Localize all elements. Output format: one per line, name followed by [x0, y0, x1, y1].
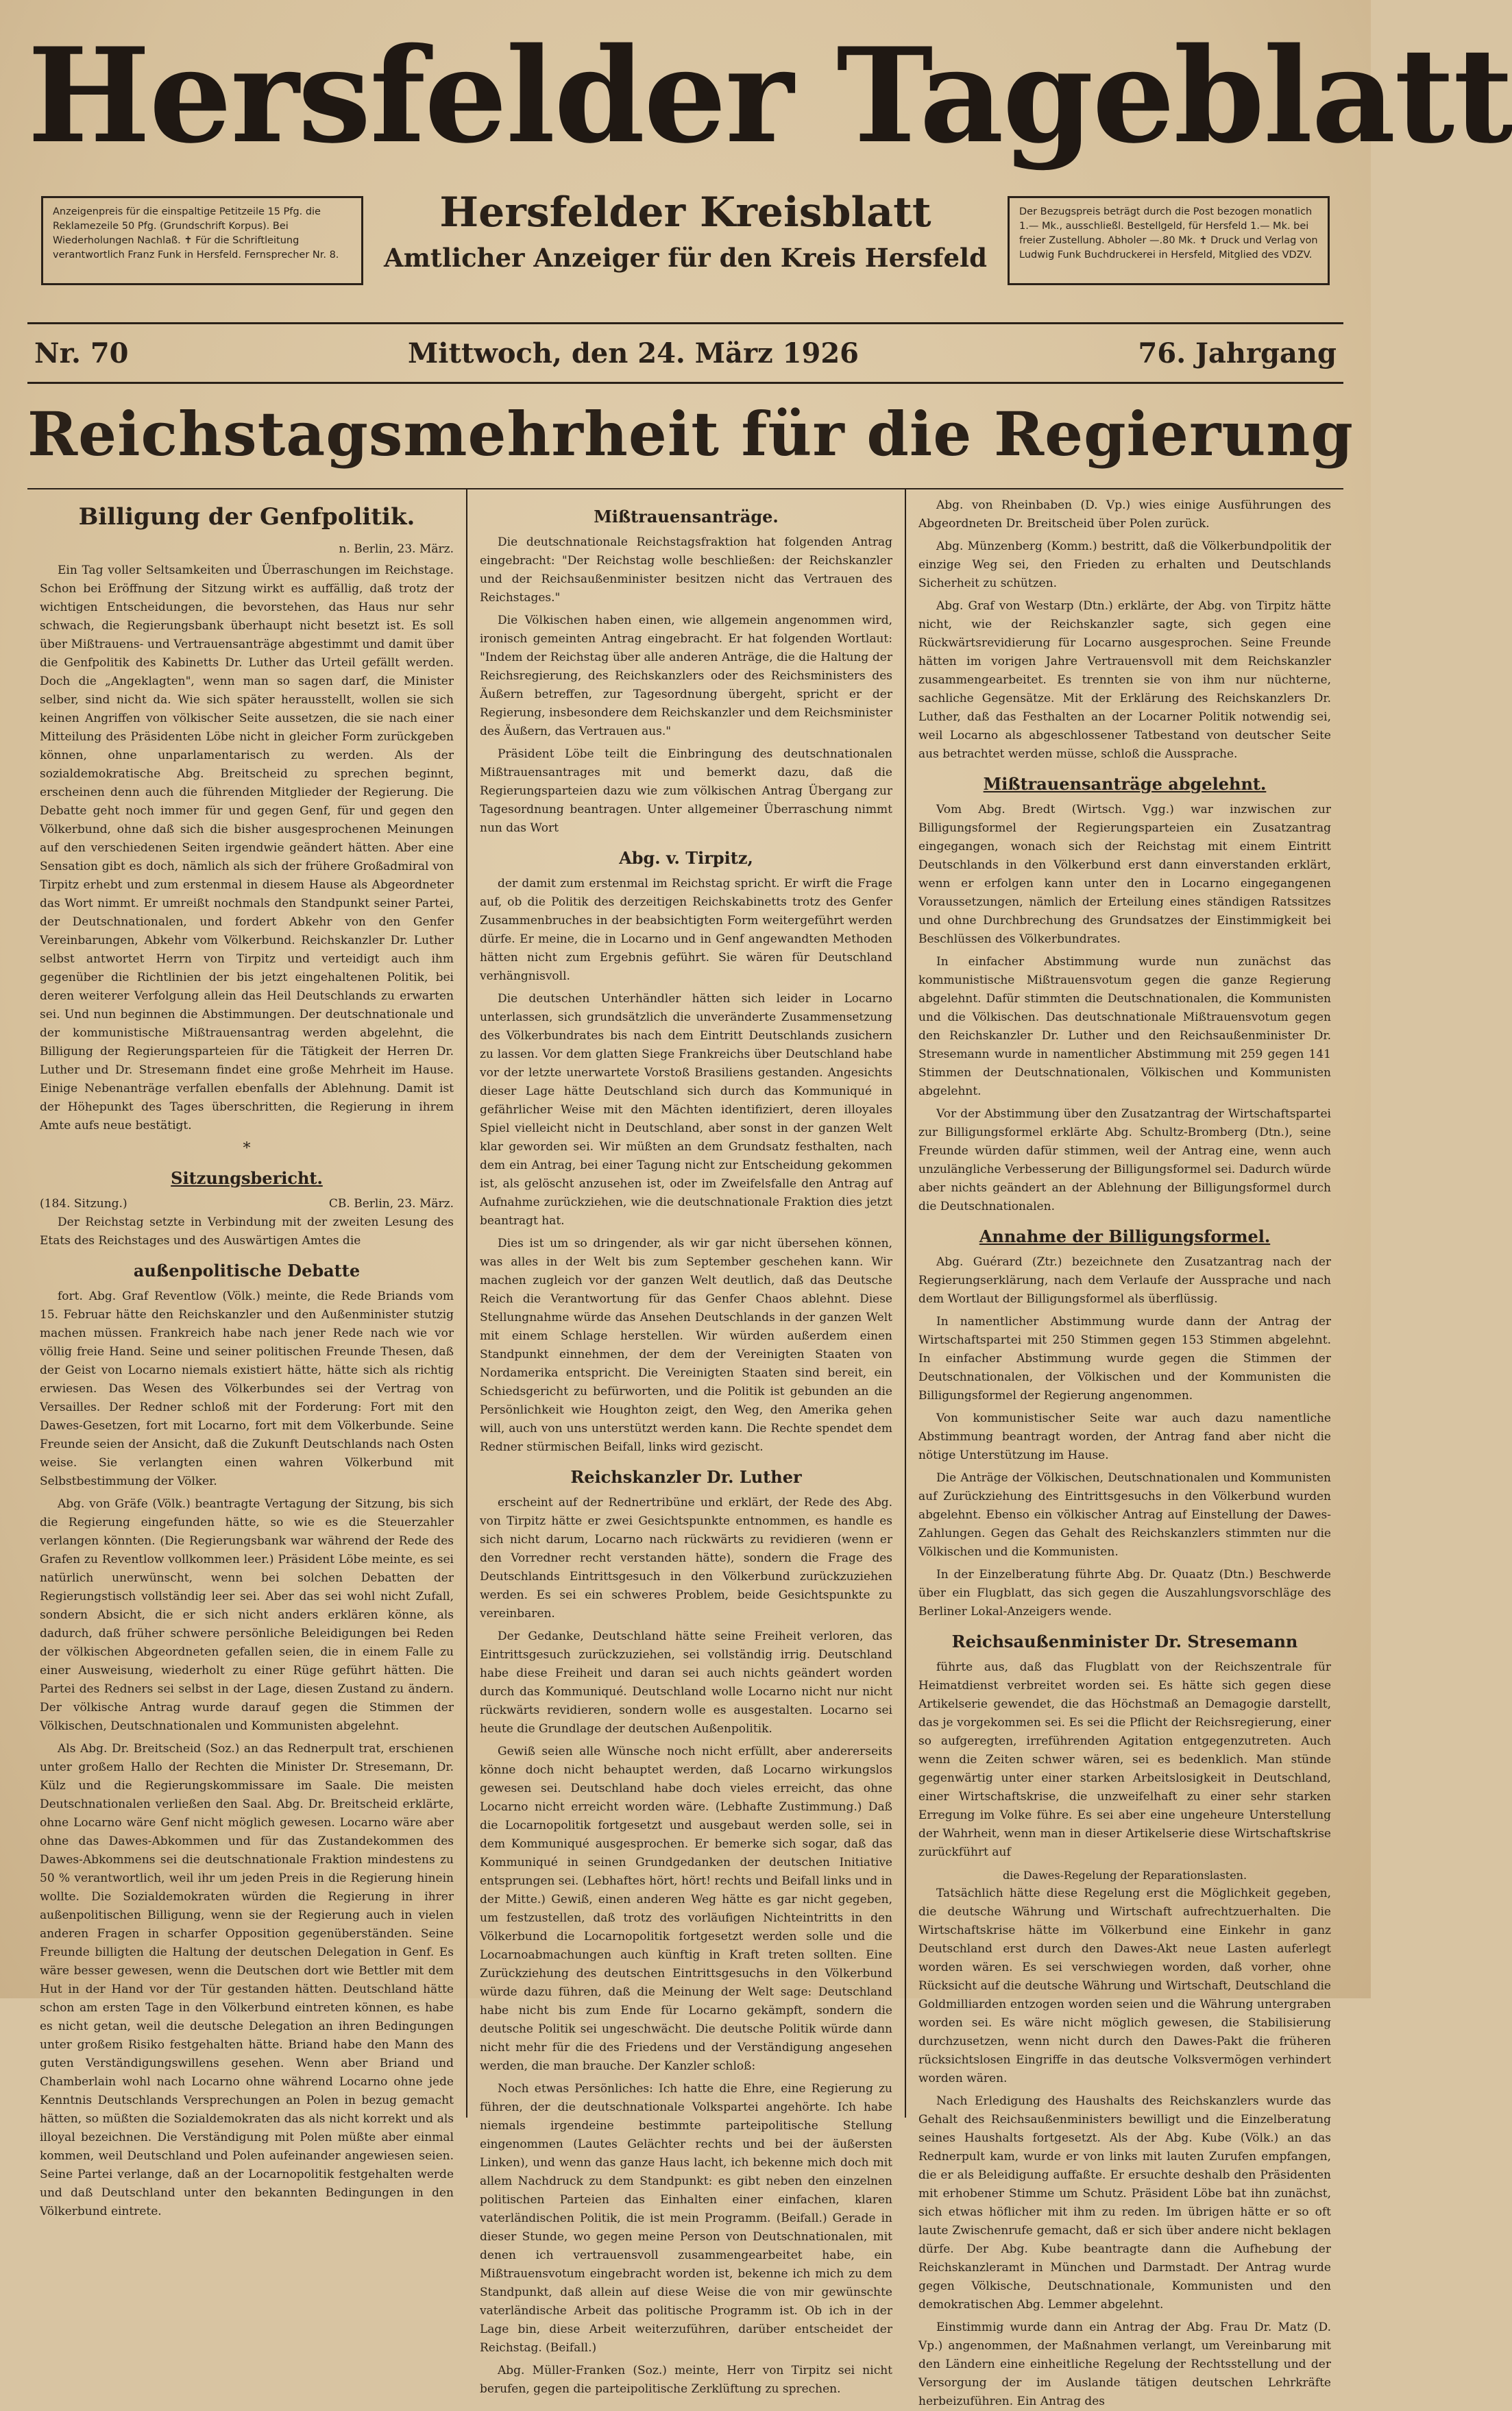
paragraph: Der Reichstag setzte in Verbindung mit der zweiten Lesung des Etats des Reichstages und des Auswärtigen Amtes die — [40, 1215, 454, 1248]
section-heading: Abg. v. Tirpitz, — [619, 848, 753, 868]
paragraph: führte aus, daß das Flugblatt von der Reichszentrale für Heimatdienst verbreitet worden sei. Es hätte sich gegen diese Artikelserie gewendet, die das Höchstmaß an Demagogie darstellt, das je vorgekommen sei. Es sei die Pflicht der Reichsregierung, einer so aufgeregten, irreführenden Agitation entgegenzutreten. Auch wenn die Zeiten schwer wären, sei es bedenklich. Man stünde gegenwärtig unter einer starken Arbeitslosigkeit in Deutschland, einer Wirtschaftskrise, die unzweifelhaft zu einer sehr starken Erregung im Volke führe. Es sei aber eine ungeheure Unterstellung der Wahrheit, wenn man in dieser Artikelserie diese Wirtschaftskrise zurückführt auf — [918, 1660, 1331, 1859]
main-headline: Reichstagsmehrheit für die Regierung — [27, 398, 1354, 470]
paragraph: Die Völkischen haben einen, wie allgemein angenommen wird, ironisch gemeinten Antrag eingebracht. Er hat folgenden Wortlaut: "Indem der Reichstag über alle anderen Anträge, die die Haltung der Reichsregierung, des Reichskanzlers oder des Reichsministers des Äußern betreffen, zur Tagesordnung übergeht, spricht er der Regierung, insbesondere dem Reichskanzler und dem Reichsminister des Äußern, das Vertrauen aus." — [480, 614, 892, 738]
section-heading: Reichskanzler Dr. Luther — [570, 1467, 802, 1487]
issue-number: Nr. 70 — [34, 337, 129, 369]
masthead-row — [27, 185, 1343, 322]
paragraph: fort. Abg. Graf Reventlow (Völk.) meinte, die Rede Briands vom 15. Februar hätte den Reichskanzler und den Außenminister stutzig machen müssen. Frankreich habe nach jener Rede nach wie vor völlig freie Hand. Seine und seiner politischen Freunde Thesen, daß der Geist von Locarno niemals existiert hätte, hätte sich als richtig erwiesen. Das Wesen des Völkerbundes sei der Vertrag von Versailles. Der Redner schloß mit der Forderung: Fort mit den Dawes-Gesetzen, fort mit Locarno, fort mit dem Völkerbunde. Seine Freunde seien der Ansicht, daß die Zukunft Deutschlands nach Osten weise. Sie verlangten einen wahren Völkerbund mit Selbstbestimmung der Völker. — [40, 1289, 454, 1488]
paragraph: Der Gedanke, Deutschland hätte seine Freiheit verloren, das Eintrittsgesuch zurückzuziehen, sei vollständig irrig. Deutschland habe diese Freiheit und daran sei auch nichts geändert worden durch das Kommuniqué. Deutschland wolle Locarno nicht nur nicht rückwärts revidieren, sondern wolle es ausgestalten. Locarno sei heute die Grundlage der deutschen Außenpolitik. — [480, 1629, 892, 1736]
paragraph: Präsident Löbe teilt die Einbringung des deutschnationalen Mißtrauensantrages mit und bemerkt dazu, daß die Regierungsparteien dazu wie zum völkischen Antrag Übergang zur Tagesordnung beantragen. Unter allgemeiner Überraschung nimmt nun das Wort — [480, 747, 892, 835]
column-2 — [466, 489, 905, 2396]
paragraph: Die Anträge der Völkischen, Deutschnationalen und Kommunisten auf Zurückziehung des Eintrittsgesuchs in den Völkerbund wurden abgelehnt. Ebenso ein völkischer Antrag auf Einstellung der Dawes-Zahlungen. Gegen das Gehalt des Reichskanzlers stimmten nur die Völkischen und die Kommunisten. — [918, 1471, 1331, 1559]
inline-heading: die Dawes-Regelung der Reparationslasten. — [1002, 1869, 1247, 1882]
masthead-subtitles — [384, 185, 987, 276]
dateline: CB. Berlin, 23. März. — [328, 1197, 454, 1211]
paragraph: Von kommunistischer Seite war auch dazu namentliche Abstimmung beantragt worden, der Antrag fand aber nicht die nötige Unterstützung im Hause. — [918, 1412, 1331, 1462]
paragraph: Gewiß seien alle Wünsche noch nicht erfüllt, aber andererseits könne doch nicht behauptet werden, daß Locarno wirkungslos gewesen sei. Deutschland habe doch vieles erreicht, das ohne Locarno nicht erreicht worden wäre. (Lebhafte Zustimmung.) Daß die Locarnopolitik fortgesetzt und ausgebaut werden solle, sei in dem Kommuniqué ausgesprochen. Er bemerke sich sogar, daß das Kommuniqué in seinen Grundgedanken der deutschen Initiative entsprungen sei. (Lebhaftes hört, hört! rechts und Beifall links und in der Mitte.) Gewiß, einen anderen Weg hätte es gar nicht gegeben, um festzustellen, daß trotz des vorläufigen Nichteintritts in den Völkerbund die Locarnopolitik fortgesetzt werden solle und die Locarnoabmachungen auch künftig in Kraft treten sollten. Eine Zurückziehung des deutschen Eintrittsgesuchs in den Völkerbund würde dazu führen, daß die Meinung der Welt sage: Deutschland habe nicht bis zum Ende für Locarno gekämpft, sondern die deutsche Politik sei ungeschwächt. Die deutsche Politik würde dann nicht mehr für die des Friedens und der Verständigung angesehen werden, die man brauche. Der Kanzler schloß: — [480, 1745, 892, 2073]
paragraph: Vom Abg. Bredt (Wirtsch. Vgg.) war inzwischen zur Billigungsformel der Regierungsparteien ein Zusatzantrag eingegangen, wonach sich der Reichstag mit einem Eintritt Deutschlands in den Völkerbund erst dann einverstanden erklärt, wenn er erfolgen kann unter den in Locarno eingegangenen Voraussetzungen, nämlich der Erteilung eines ständigen Ratssitzes und ohne Durchbrechung des Grundsatzes der Einstimmigkeit bei Beschlüssen des Völkerbundrates. — [918, 803, 1331, 946]
session-number: (184. Sitzung.) — [40, 1197, 127, 1211]
paragraph: Die deutschnationale Reichstagsfraktion hat folgenden Antrag eingebracht: "Der Reichstag wolle beschließen: der Reichskanzler und der Reichsaußenminister besitzen nicht das Vertrauen des Reichstages." — [480, 535, 892, 605]
paragraph: Dies ist um so dringender, als wir gar nicht übersehen können, was alles in der Welt bis zum September geschehen kann. Wir machen zugleich vor der ganzen Welt deutlich, daß das Deutsche Reich die Verantwortung für das Genfer Chaos ablehnt. Diese Stellungnahme würde das Ansehen Deutschlands in der ganzen Welt mit einem Schlage herstellen. Wir würden außerdem einen Standpunkt einnehmen, der dem der Vereinigten Staaten von Nordamerika entspricht. Die Vereinigten Staaten sind bereit, ein Schiedsgericht zu befürworten, und die Politik ist gebunden an die Persönlichkeit wie Houghton zeigt, den Weg, den Amerika gehen will, auch von uns unterstützt werden kann. Die Rechte spendet dem Redner stürmischen Beifall, links wird gezischt. — [480, 1237, 892, 1454]
paragraph: Abg. Guérard (Ztr.) bezeichnete den Zusatzantrag nach der Regierungserklärung, nach dem Verlaufe der Aussprache und nach dem Wortlaut der Billigungsformel als überflüssig. — [918, 1255, 1331, 1306]
article-columns — [27, 488, 1343, 2408]
paragraph: Abg. Münzenberg (Komm.) bestritt, daß die Völkerbundpolitik der einzige Weg sei, den Frieden zu erhalten und Deutschlands Sicherheit zu schützen. — [918, 540, 1331, 590]
paragraph: Abg. Graf von Westarp (Dtn.) erklärte, der Abg. von Tirpitz hätte nicht, wie der Reichskanzler sagte, sich gegen eine Rückwärtsrevidierung für Locarno ausgesprochen. Seine Freunde hätten im vorigen Jahre Vertrauensvoll mit dem Reichskanzler zusammengearbeitet. Es trennten sie von ihm nur nüchterne, sachliche Gegensätze. Mit der Erklärung des Reichskanzlers Dr. Luther, daß das Festhalten an der Locarner Politik notwendig sei, weil Locarno als abgeschlossener Tatbestand von deutscher Seite aus betrachtet werden müsse, schloß die Aussprache. — [918, 599, 1331, 761]
paragraph: Nach Erledigung des Haushalts des Reichskanzlers wurde das Gehalt des Reichsaußenministers bewilligt und die Einzelberatung seines Haushalts fortgesetzt. Als der Abg. Kube (Völk.) an das Rednerpult kam, wurde er von links mit lauten Zurufen empfangen, die er als Beleidigung auffaßte. Er ersuchte deshalb den Präsidenten mit erhobener Stimme um Schutz. Präsident Löbe bat ihn zunächst, sich etwas höflicher mit ihm zu reden. Im übrigen hätte er so oft laute Zwischenrufe gemacht, daß er sich über andere nicht beklagen dürfe. Der Abg. Kube beantragte dann die Aufhebung der Reichskanzleramt in München und Darmstadt. Der Antrag wurde gegen Völkische, Deutschnationale, Kommunisten und den demokratischen Abg. Lemmer abgelehnt. — [918, 2094, 1331, 2312]
paragraph: In einfacher Abstimmung wurde nun zunächst das kommunistische Mißtrauensvotum gegen die ganze Regierung abgelehnt. Dafür stimmten die Deutschnationalen, die Kommunisten und die Völkischen. Das deutschnationale Mißtrauensvotum gegen den Reichskanzler Dr. Luther und den Reichsaußenminister Dr. Stresemann wurde in namentlicher Abstimmung mit 259 gegen 141 Stimmen der Deutschnationalen, Völkischen und Kommunisten abgelehnt. — [918, 955, 1331, 1098]
subtitle: Hersfelder Kreisblatt — [439, 189, 931, 237]
ad-price-box: Anzeigenpreis für die einspaltige Petitzeile 15 Pfg. die Reklamezeile 50 Pfg. (Grundschrift Korpus). Bei Wiederholungen Nachlaß. ✝ Für die Schriftleitung verantwortlich Franz Funk in Hersfeld. Fernsprecher Nr. 8. — [41, 196, 363, 285]
paragraph: In namentlicher Abstimmung wurde dann der Antrag der Wirtschaftspartei mit 250 Stimmen gegen 153 Stimmen abgelehnt. In einfacher Abstimmung wurde gegen die Stimmen der Deutschnationalen, der Völkischen und der Kommunisten die Billigungsformel der Regierung angenommen. — [918, 1315, 1331, 1403]
issue-volume: 76. Jahrgang — [1138, 337, 1337, 369]
paragraph: Vor der Abstimmung über den Zusatzantrag der Wirtschaftspartei zur Billigungsformel erklärte Abg. Schultz-Bromberg (Dtn.), seine Freunde würden dafür stimmen, weil der Antrag eine, wenn auch unzulängliche Verbesserung der Billigungsformel sei. Dadurch würde aber nichts geändert an der Ablehnung der Billigungsformel durch die Deutschnationalen. — [918, 1107, 1331, 1213]
paragraph: erscheint auf der Rednertribüne und erklärt, der Rede des Abg. von Tirpitz hätte er zwei Gesichtspunkte entnommen, es handle es sich nicht darum, Locarno nach rückwärts zu revidieren (wenn er den Vorredner recht verstanden hätte), sondern die Frage des Deutschlands Eintrittsgesuch in den Völkerbund zurückzuziehen werden. Es sei ein schweres Problem, beide Gesichtspunkte zu vereinbaren. — [480, 1496, 892, 1621]
dateline: n. Berlin, 23. März. — [339, 542, 454, 556]
paragraph: Als Abg. Dr. Breitscheid (Soz.) an das Rednerpult trat, erschienen unter großem Hallo der Rechten die Minister Dr. Stresemann, Dr. Külz und die Regierungskommissare im Saale. Die meisten Deutschnationalen verließen den Saal. Abg. Dr. Breitscheid erklärte, ohne Locarno wäre Genf nicht möglich gewesen. Locarno wäre aber ohne das Dawes-Abkommen und für das Zustandekommen des Dawes-Abkommens sei die deutschnationale Fraktion mindestens zu 50 % verantwortlich, weil ihr um jeden Preis in die Regierung hinein wollte. Die Sozialdemokraten würden die Regierung in ihrer außenpolitischen Billigung, wenn sie der Regierung auch in vielen anderen Fragen in scharfer Opposition gegenüberständen. Seine Freunde billigten die Haltung der deutschen Delegation in Genf. Es wäre besser gewesen, wenn die Deutschen dort wie Bettler mit dem Hut in der Hand vor der Tür gestanden hätten. Deutschland hätte schon am ersten Tage in den Völkerbund eintreten können, es habe es nicht getan, weil die deutsche Delegation an ihren Bedingungen unter großem Risiko festgehalten hätte. Briand habe den Mann des guten Verständigungswillens gesehen. Wenn aber Briand und Chamberlain wohl nach Locarno ohne während Locarno ohne jede Kenntnis Deutschlands Versprechungen an Polen in bezug gemacht hätten, so müßten die Sozialdemokraten das als nicht korrekt und als illoyal bezeichnen. Die Verständigung mit Polen müßte aber einmal kommen, weil Deutschland und Polen aufeinander angewiesen seien. Seine Partei verlange, daß an der Locarnopolitik festgehalten werde und daß Deutschland unter den bekannten Bedingungen in den Völkerbund eintrete. — [40, 1742, 454, 2218]
paragraph: Noch etwas Persönliches: Ich hatte die Ehre, eine Regierung zu führen, der die deutschnationale Volkspartei angehörte. Ich habe niemals irgendeine bestimmte parteipolitische Stellung eingenommen (Lautes Gelächter rechts und bei der äußersten Linken), und wenn das ganze Haus lacht, ich bekenne mich doch mit allem Nachdruck zu dem Standpunkt: es gibt neben den einzelnen politischen Parteien das Einhalten einer einfachen, klaren vaterländischen Politik, die ist mein Programm. (Beifall.) Gerade in dieser Stunde, wo gegen meine Person von Deutschnationalen, mit denen ich vertrauensvoll zusammengearbeitet habe, ein Mißtrauensvotum eingebracht worden ist, bekenne ich mich zu dem Standpunkt, daß allein auf diese Weise die von mir gewünschte vaterländische Arbeit das politische Programm ist. Ob ich in der Lage bin, diese Arbeit weiterzuführen, darüber entscheidet der Reichstag. (Beifall.) — [480, 2082, 892, 2355]
paragraph: Abg. Müller-Franken (Soz.) meinte, Herr von Tirpitz sei nicht berufen, gegen die parteipolitische Zerklüftung zu sprechen. — [480, 2364, 892, 2396]
section-heading: Mißtrauensanträge. — [594, 507, 779, 526]
paragraph: In der Einzelberatung führte Abg. Dr. Quaatz (Dtn.) Beschwerde über ein Flugblatt, das sich gegen die Auszahlungsvorschläge des Berliner Lokal-Anzeigers wende. — [918, 1568, 1331, 1619]
subscription-box: Der Bezugspreis beträgt durch die Post bezogen monatlich 1.— Mk., ausschließl. Bestellgeld, für Hersfeld 1.— Mk. bei freier Zustellung. Abholer —.80 Mk. ✝ Druck und Verlag von Ludwig Funk Buchdruckerei in Hersfeld, Mitglied des VDZV. — [1008, 196, 1330, 285]
section-heading: außenpolitische Debatte — [133, 1261, 361, 1281]
section-heading: Sitzungsbericht. — [171, 1168, 323, 1188]
paragraph: Abg. von Gräfe (Völk.) beantragte Vertagung der Sitzung, bis sich die Regierung eingefunden hätte, so wie es die Steuerzahler verlangen könnten. (Die Regierungsbank war während der Rede des Grafen zu Reventlow vollkommen leer.) Präsident Löbe meinte, es sei natürlich unerwünscht, wenn bei solchen Debatten der Regierungstisch vollständig leer sei. Aber das sei wohl nicht Zufall, sondern Absicht, die er sich nicht anders erklären könne, als dadurch, daß früher schwere persönliche Beleidigungen bei Reden der völkischen Abgeordneten gefallen seien, die in einem Falle zu einer Ausweisung, wiederholt zu einer Rüge geführt hätten. Die Partei des Redners sei selbst in der Lage, diesen Zustand zu ändern. Der völkische Antrag wurde darauf gegen die Stimmen der Völkischen, Deutschnationalen und Kommunisten abgelehnt. — [40, 1497, 454, 1733]
paragraph: Die deutschen Unterhändler hätten sich leider in Locarno unterlassen, sich grundsätzlich die unveränderte Zusammensetzung des Völkerbundrates bis nach dem Eintritt Deutschlands zusichern zu lassen. Vor dem glatten Siege Frankreichs über Deutschland habe vor der letzte unerwartete Vorstoß Brasiliens gestanden. Angesichts dieser Lage hätte Deutschland sich durch das Kommuniqué in gefährlicher Weise mit den Mächten identifiziert, deren illoyales Spiel vielleicht nicht in Deutschland, aber sonst in der ganzen Welt klar geworden sei. Wir müßten an dem Grundsatz festhalten, nach dem ein Antrag, bei einer Tagung nicht zur Entscheidung gekommen ist, als gelöscht anzusehen ist, oder im Zweifelsfalle den Antrag auf Aufnahme zurückziehen, wie die deutschnationale Fraktion dies jetzt beantragt hat. — [480, 992, 892, 1228]
section-heading: Reichsaußenminister Dr. Stresemann — [951, 1632, 1298, 1651]
session-line — [40, 1195, 454, 1213]
paragraph: Einstimmig wurde dann ein Antrag der Abg. Frau Dr. Matz (D. Vp.) angenommen, der Maßnahmen verlangt, um Vereinbarung mit den Ländern eine einheitliche Regelung der Rechtsstellung und der Versorgung der im Auslande tätigen deutschen Lehrkräfte herbeizuführen. Ein Antrag des — [918, 2321, 1331, 2408]
section-heading: Mißtrauensanträge abgelehnt. — [983, 774, 1267, 794]
paragraph: der damit zum erstenmal im Reichstag spricht. Er wirft die Frage auf, ob die Politik des derzeitigen Reichskabinetts trotz des Genfer Zusammenbruches in der beabsichtigten Form weitergeführt werden dürfe. Er meine, die in Locarno und in Genf angewandten Methoden hätten nicht zum Ergebnis geführt. Sie wären für Deutschland verhängnisvoll. — [480, 877, 892, 983]
tagline: Amtlicher Anzeiger für den Kreis Hersfeld — [384, 243, 987, 273]
column-3 — [905, 489, 1343, 2408]
paragraph: Ein Tag voller Seltsamkeiten und Überraschungen im Reichstage. Schon bei Eröffnung der Sitzung wirkt es auffällig, daß trotz der wichtigen Entscheidungen, die bevorstehen, das Haus nur sehr schwach, die Regierungsbank überhaupt nicht besetzt ist. Es soll über Mißtrauens- und Vertrauensanträge abgestimmt und damit über die Genfpolitik des Kabinetts Dr. Luther das Urteil gefällt werden. Doch die „Angeklagten", wenn man so sagen darf, die Minister selber, sind nicht da. Wie sich später herausstellt, wollen sie sich keinen Angriffen von völkischer Seite aussetzen, die sie nach einer Mitteilung des Präsidenten Löbe nicht in gleicher Form zurückgeben können, ohne unparlamentarisch zu werden. Als der sozialdemokratische Abg. Breitscheid zu sprechen beginnt, erscheinen denn auch die führenden Mitglieder der Regierung. Die Debatte geht noch immer für und gegen Genf, für und gegen den Völkerbund, ohne daß sich die bisher ausgesprochenen Meinungen auf den verschiedenen Seiten irgendwie geändert hätten. Aber eine Sensation gibt es doch, nämlich als sich der frühere Großadmiral von Tirpitz erhebt und zum erstenmal in diesem Hause als Abgeordneter das Wort nimmt. Er umreißt nochmals den Standpunkt seiner Partei, der Deutschnationalen, und fordert Abkehr von den Genfer Vereinbarungen, Abkehr vom Völkerbund. Reichskanzler Dr. Luther selbst antwortet Herrn von Tirpitz und verteidigt auch ihm gegenüber die Richtlinien der bis jetzt eingehaltenen Politik, bei deren weiterer Verfolgung allein das Heil Deutschlands zu erwarten sei. Und nun beginnen die Abstimmungen. Der deutschnationale und der kommunistische Mißtrauensantrag werden abgelehnt, die Billigung der Regierungsparteien für die Tätigkeit der Herren Dr. Luther und Dr. Stresemann findet eine große Mehrheit im Hause. Einige Nebenanträge verfallen ebenfalls der Ablehnung. Damit ist der Höhepunkt des Tages überschritten, die Regierung in ihrem Amte aufs neue bestätigt. — [40, 564, 454, 1132]
newspaper-title: Hersfelder Tageblatt — [27, 19, 1512, 172]
issue-date: Mittwoch, den 24. März 1926 — [408, 337, 859, 369]
column-1 — [27, 489, 466, 2218]
issue-bar — [27, 322, 1343, 384]
article-title: Billigung der Genfpolitik. — [78, 503, 415, 531]
paragraph: Tatsächlich hätte diese Regelung erst die Möglichkeit gegeben, die deutsche Währung und Wirtschaft aufrechtzuerhalten. Die Wirtschaftskrise hätte im Völkerbund eine Einkehr in ganz Deutschland erst durch den Dawes-Akt neue Lasten auferlegt worden wären. Es sei verschwiegen worden, daß vorher, ohne Rücksicht auf die deutsche Währung und Wirtschaft, Deutschland die Goldmilliarden entzogen worden seien und die Währung untergraben worden sei. Es wäre nicht möglich gewesen, die Stabilisierung durchzusetzen, wenn nicht durch den Dawes-Pakt die früheren rücksichtslosen Eingriffe in das deutsche Volksvermögen verhindert worden wären. — [918, 1887, 1331, 2085]
paragraph: Abg. von Rheinbaben (D. Vp.) wies einige Ausführungen des Abgeordneten Dr. Breitscheid über Polen zurück. — [918, 498, 1331, 531]
section-heading: Annahme der Billigungsformel. — [979, 1226, 1271, 1246]
separator: * — [243, 1140, 251, 1157]
